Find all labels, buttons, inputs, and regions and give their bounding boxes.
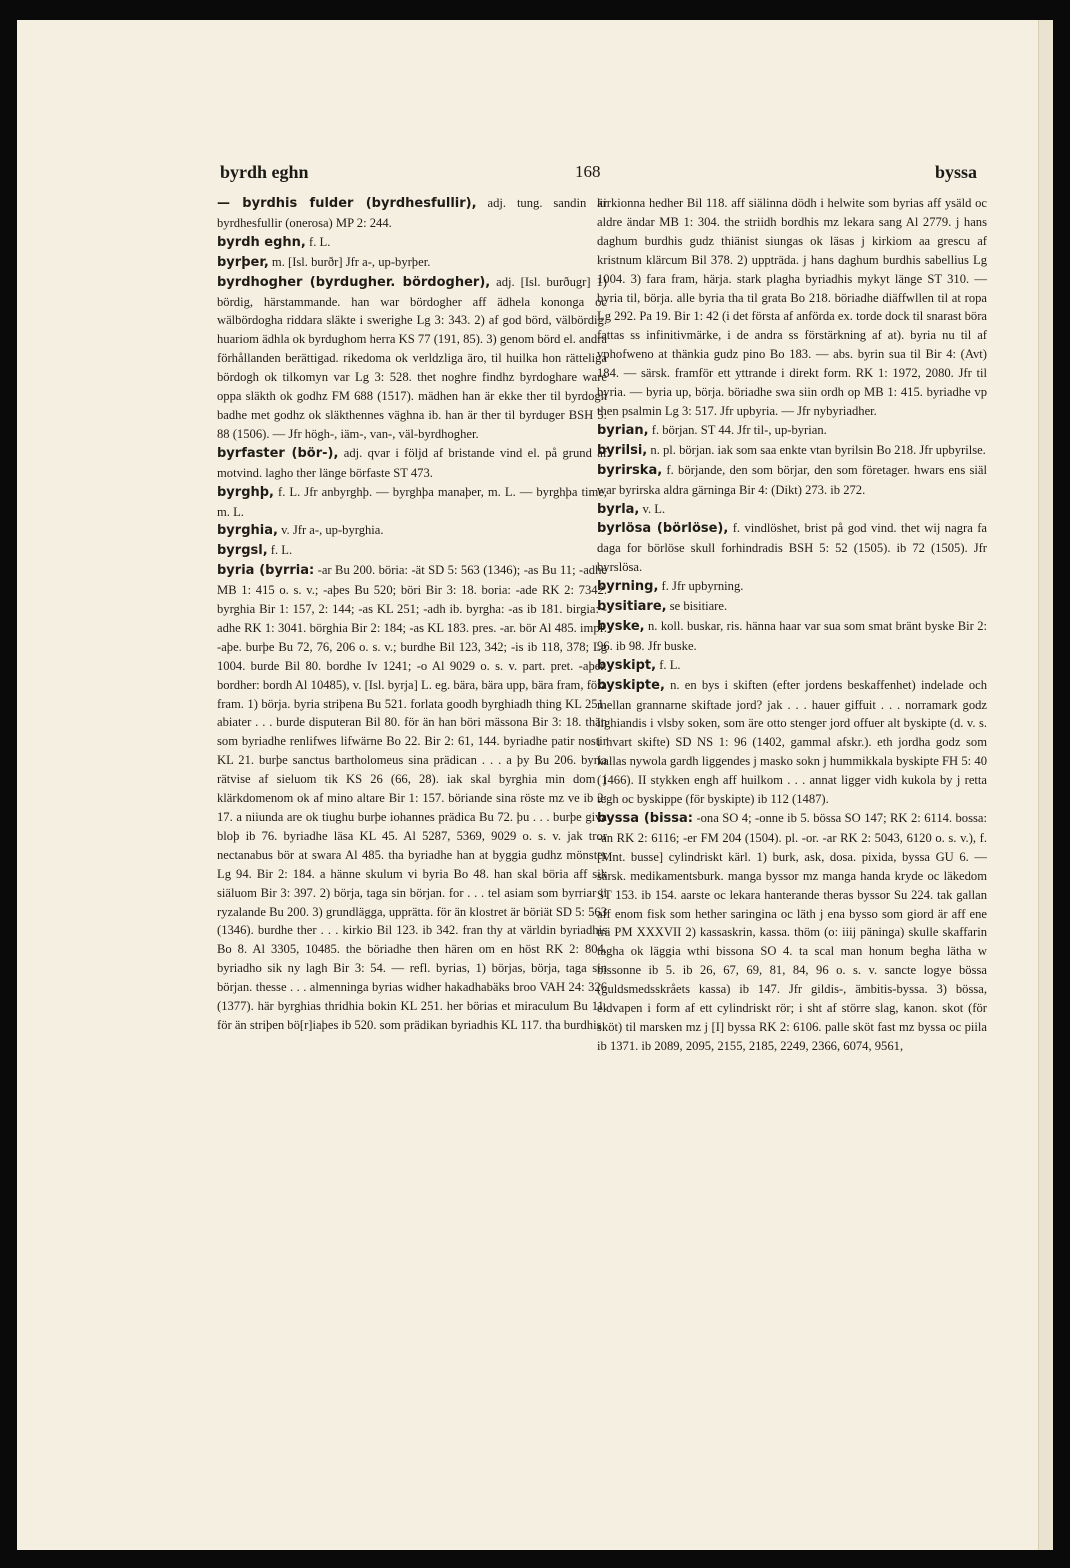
entry-headword: byrilsi, bbox=[597, 442, 648, 458]
entry-text: v. Jfr a-, up-byrghia. bbox=[277, 523, 384, 538]
left-column bbox=[217, 194, 607, 1035]
dictionary-entry bbox=[597, 519, 987, 577]
dictionary-entry bbox=[217, 233, 607, 253]
entry-text: f. L. bbox=[305, 234, 331, 249]
entry-headword: bysitiare, bbox=[597, 599, 667, 615]
page-header bbox=[17, 162, 1053, 188]
dictionary-entry bbox=[217, 483, 607, 522]
entry-text: f. börjande, den som börjar, den som företager. hwars ens siäl war byrirska aldra gärninga Bir 4: (Dikt) 273. ib 272. bbox=[597, 462, 987, 497]
entry-headword: byrirska, bbox=[597, 462, 663, 478]
entry-headword: byssa (bissa: bbox=[597, 811, 693, 826]
dictionary-entry bbox=[597, 577, 987, 597]
entry-headword: byrfaster (bör-), bbox=[217, 445, 339, 461]
entry-headword: — byrdhis fulder (byrdhesfullir), bbox=[217, 196, 477, 211]
entry-text: m. [Isl. burðr] Jfr a-, up-byrþer. bbox=[268, 254, 431, 269]
dictionary-entry bbox=[597, 421, 987, 441]
entry-text: f. Jfr upbyrning. bbox=[658, 579, 744, 594]
dictionary-entry bbox=[217, 521, 607, 541]
entry-headword: byrdh eghn, bbox=[217, 234, 306, 250]
dictionary-entry bbox=[597, 676, 987, 809]
dictionary-page bbox=[17, 20, 1053, 1550]
dictionary-entry bbox=[597, 500, 987, 520]
dictionary-entry bbox=[597, 809, 987, 1056]
entry-headword: byrþer, bbox=[217, 254, 269, 270]
entry-text: adj. tung. sandin är byrdhesfullir (onerosa) MP 2: 244. bbox=[217, 196, 607, 230]
entry-text: f. vindlöshet, brist på god vind. thet wij nagra fa daga for börlöse skull forhindradis BSH 5: 52 (1505). ib 72 (1505). Jfr byrslösa. bbox=[597, 521, 987, 575]
entry-headword: byrdhogher (byrdugher. bördogher), bbox=[217, 274, 491, 290]
dictionary-entry bbox=[597, 461, 987, 500]
entry-text: n. pl. början. iak som saa enkte vtan byrilsin Bo 218. Jfr upbyrilse. bbox=[647, 442, 986, 457]
entry-headword: byskipte, bbox=[597, 677, 665, 693]
header-right-keyword: byssa bbox=[935, 162, 978, 182]
entry-text: se bisitiare. bbox=[666, 599, 728, 614]
entry-text: adj. [Isl. burðugr] 1) bördig, härstammande. han war bördogher aff ädhela kononga oc wälbördogha riddara släkte i swerighe Lg 3: 343. 2) af god börd, välbördig. huariom ädhla ok byrdughom herra KS 77 (191, 85). 3) genom börd el. andra förhållanden berättigad. rikedoma ok verldzliga äro, til huilka hon rätteliga bördogh ok tilkomyn var Lg 3: 528. thet noghre findhz byrdoghare ware oppa släkth ok godhz FM 688 (1517). mädhen han är ekke ther til byrdogh badhe met godhz ok släkthennes väghna ib. han är ther til byrduger BSH 5: 88 (1506). — Jfr högh-, iäm-, van-, väl-byrdhogher. bbox=[217, 274, 607, 441]
dictionary-entry bbox=[217, 253, 607, 273]
entry-text: n. en bys i skiften (efter jordens beskaffenhet) indelade och mellan grannarne skiftade jord? jak . . . hauer giffuit . . . norramark godz lighiandis i vlsby soken, som äre otto stenger jord offuer alt byskipte (d. v. s. i hvart skifte) SD NS 1: 96 (1402, gammal afskr.). eth jordha godz som kallas nywola gardh liggendes j masko sokn j hummikkala byskipte FH 5: 40 (1466). II stykken engh aff huilkom . . . annat ligger vidh kukola by j retta tegh oc byskippe (för byskipte) ib 112 (1487). bbox=[597, 677, 987, 807]
entry-headword: byrlösa (börlöse), bbox=[597, 521, 729, 537]
dictionary-entry bbox=[217, 444, 607, 483]
entry-headword: byrian, bbox=[597, 422, 649, 438]
dictionary-entry bbox=[217, 561, 607, 1035]
entry-text: f. L. bbox=[656, 657, 681, 672]
dictionary-entry bbox=[217, 273, 607, 444]
dictionary-entry bbox=[597, 194, 987, 421]
dictionary-entry bbox=[217, 541, 607, 561]
dictionary-entry bbox=[217, 194, 607, 233]
entry-headword: byrghþ, bbox=[217, 484, 274, 500]
entry-text: v. L. bbox=[639, 501, 666, 516]
entry-headword: byria (byrria: bbox=[217, 563, 315, 579]
page-number: 168 bbox=[575, 162, 601, 181]
entry-text: kirkionna hedher Bil 118. aff siälinna dödh i helwite som byrias aff ysäld oc aldre ändar MB 1: 304. the striidh bordhis mz lekara sang Al 2779. j hans daghum burdhis gudz thiänist siungas ok läsas j kirkiom aa grescu af kristnum klärcum Bil 378. 2) uppträda. j hans daghum burdhis sabellius Lg 1004. 3) fara fram, härja. stark plagha byriadhis mykyt länge ST 310. — byria til, börja. alle byria tha til grata Bo 218. böriadhe diäffwllen til at ropa Lg 292. Pa 19. Bir 1: 42 (i det första af anförda ex. torde dock til snarast böra fattas ss infinitivmärke, i de andra ss förstärkning af at). byria nu til af vphofweno at thänkia gudz pino Bo 183. — abs. byrin sua til Bir 4: (Avt) 184. — särsk. framför ett yttrande i direkt form. RK 1: 1972, 2080. Jfr til byria. — byria up, börja. böriadhe swa siin ordh op MB 1: 415. byriadhe vp then psalmin Lg 3: 517. Jfr upbyria. — Jfr nybyriadher. bbox=[597, 196, 987, 418]
entry-text: adj. qvar i följd af bristande vind el. på grund af motvind. lagho ther länge börfaste ST 473. bbox=[217, 445, 607, 480]
entry-text: n. koll. buskar, ris. hänna haar var sua som smat bränt byske Bir 2: 96. ib 98. Jfr buske. bbox=[597, 618, 987, 653]
header-left-keyword: byrdh eghn bbox=[220, 162, 309, 182]
entry-headword: byskipt, bbox=[597, 657, 657, 673]
page-edge bbox=[1038, 20, 1053, 1550]
entry-text: -ar Bu 200. böria: -ät SD 5: 563 (1346); -as Bu 11; -adhe MB 1: 415 o. s. v.; -aþes Bu 520; böri Bir 3: 18. boria: -ade RK 2: 7342. byrghia Bir 1: 157, 2: 144; -as KL 251; -adh ib. byrgha: -as ib 181. birgia: -adhe RK 1: 3041. börghia Bir 2: 184; -as KL 183. pres. -ar. bör Al 485. impf. -aþe. burþe Bu 72, 76, 206 o. s. v.; burdhe Bil 123, 342; -is ib 118, 378; Lg 1004. burde Bil 80. bordhe Iv 1241; -o Al 9029 o. s. v. part. pret. -aþer. bordher: bordh Al 10485), v. [Isl. byrja] L. eg. bära, bära upp, bära fram, föra fram. 1) börja. byria striþena Bu 521. forlata goodh byrghiadh thing KL 251. abiater . . . burde disputeran Bil 80. för än han böri mässona Bir 3: 18. thän som byriadhe renlifwes lifwärne Bo 22. Bir 2: 61, 144. byriadhe patir nostir KL 21. burþe sanctus bartholomeus sina prädican . . . a þy Bu 206. byria rätvise af sieluom tik KS 26 (66, 28). iak skal byrghia min dom j klärkdomenom ok af mino altare Bir 1: 157. böriande sina röste mz ve ib 2: 17. a niiunda are ok tiughu burþe iohannes prädica Bu 72. þu . . . burþe giva bloþ ib 76. byriadhe läsa KL 45. Al 5287, 5369, 9029 o. s. v. jak tror nectanabus bör at swara Al 485. tha byriadhe han at byggia gudhz mönster Lg 94. Bir 2: 184. a hänne skulum vi byria Bo 48. han skal böria aff sik siäluom Bir 3: 397. 2) börja, taga sin början. for . . . tel asiam som byrriar ii ryzalande Bu 200. 3) grundlägga, upprätta. för än klostret är böriät SD 5: 563 (1346). burdhe ther . . . kirkio Bil 123. ib 342. fran thy at världin byriadhis Bo 8. Al 3305, 10485. the böriadhe then hären om en höst RK 2: 804. byriadho sik ny lagh Bir 3: 54. — refl. byrias, 1) börjas, börja, taga sin början. thesse . . . almenninga byrias widher hakadhabäks broo VAH 24: 326 (1377). här byrghias thridhia bokin KL 251. her börias et miraculum Bu 11. för än striþen bö[r]iaþes ib 520. som prädikan byriadhis KL 117. tha burdhis bbox=[217, 563, 607, 1032]
right-column bbox=[597, 194, 987, 1056]
entry-headword: byrning, bbox=[597, 579, 659, 595]
dictionary-entry bbox=[597, 656, 987, 676]
entry-headword: byske, bbox=[597, 618, 645, 634]
entry-text: f. L. Jfr anbyrghþ. — byrghþa manaþer, m. L. — byrghþa time, m. L. bbox=[217, 484, 607, 519]
entry-text: -ona SO 4; -onne ib 5. bössa SO 147; RK 2: 6114. bossa: -an RK 2: 6116; -er FM 204 (1504). pl. -or. -ar RK 2: 5043, 6120 o. s. v.), f. [Mnt. busse] cylindriskt kärl. 1) burk, ask, dosa. pixida, byssa GU 6. — särsk. medikamentsburk. manga byssor mz manga handa kryde oc läkedom ST 153. ib 154. aarste oc lekara hanterande theras byssor Su 224. tak gallan aff enom fisk som hether saringina oc läth j ena bysso som giord är aff ene trä PM XXXVII 2) kassaskrin, kassa. thöm (o: iiij päninga) skulle skaffarin tagha ok läggia wthi bissona SO 4. ta scal man honum begha lätha w bissonne ib 5. ib 26, 67, 69, 81, 84, 96 o. s. v. sancte logye bössa (guldsmedsskråets kassa) ib 147. Jfr gildis-, ämbitis-byssa. 3) bössa, eldvapen i form af ett cylindriskt rör; i sht af större slag, kanon. skot (för sköt) til marsken mz j [I] byssa RK 2: 6106. palle sköt fast mz byssa oc piila ib 1371. ib 2089, 2095, 2155, 2185, 2249, 2366, 6074, 9561, bbox=[597, 811, 987, 1053]
entry-headword: byrghia, bbox=[217, 523, 278, 539]
entry-text: f. början. ST 44. Jfr til-, up-byrian. bbox=[648, 422, 827, 437]
dictionary-entry bbox=[597, 597, 987, 617]
entry-headword: byrgsl, bbox=[217, 543, 268, 559]
entry-headword: byrla, bbox=[597, 501, 640, 517]
dictionary-entry bbox=[597, 441, 987, 461]
dictionary-entry bbox=[597, 617, 987, 656]
entry-text: f. L. bbox=[267, 543, 293, 558]
